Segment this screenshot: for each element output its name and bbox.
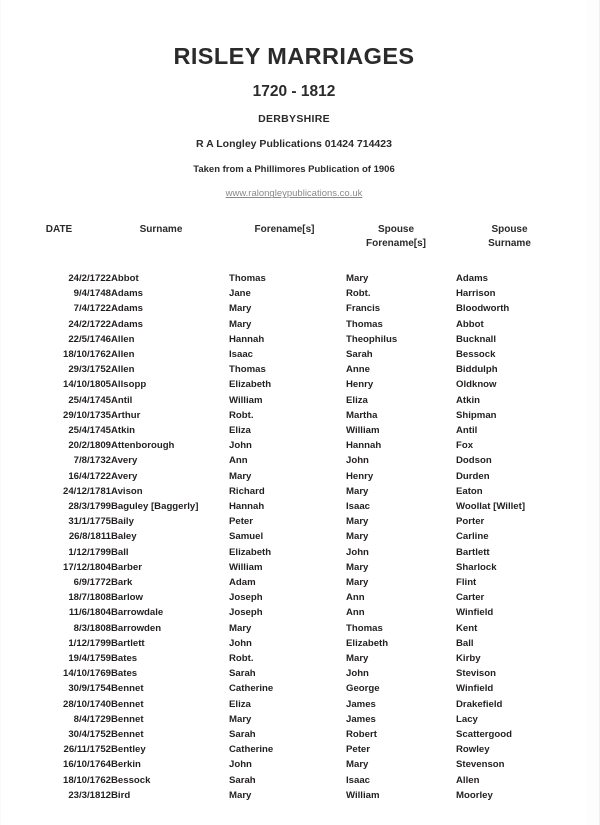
column-header-spouse-forename-line2: Forename[s] [365, 237, 426, 249]
table-row [1, 499, 587, 514]
record-forename: Joseph [229, 607, 263, 619]
record-date: 31/1/1775 [68, 516, 111, 528]
column-header-spouse-surname-line2: Surname [488, 237, 531, 249]
record-date: 20/2/1809 [68, 440, 111, 452]
record-spouse-surname: Rowley [456, 744, 490, 756]
table-row [1, 773, 587, 788]
record-spouse-forename: John [346, 455, 369, 467]
table-header [1, 223, 587, 255]
record-surname: Attenborough [111, 440, 175, 452]
record-forename: Joseph [229, 592, 263, 604]
record-date: 25/4/1745 [68, 425, 111, 437]
record-spouse-surname: Porter [456, 516, 485, 528]
record-surname: Allen [111, 364, 135, 376]
record-forename: Mary [229, 713, 252, 725]
record-spouse-forename: Isaac [346, 501, 371, 513]
record-spouse-surname: Dodson [456, 455, 492, 467]
table-row [1, 757, 587, 772]
marriages-table [1, 223, 587, 803]
record-surname: Barrowden [111, 622, 162, 634]
record-forename: William [229, 394, 263, 406]
record-spouse-forename: Francis [346, 303, 381, 315]
record-forename: Sarah [229, 774, 256, 786]
record-surname: Avery [111, 455, 138, 467]
record-forename: Elizabeth [229, 379, 272, 391]
record-spouse-forename: James [346, 698, 376, 710]
record-surname: Atkin [111, 425, 135, 437]
record-surname: Bentley [111, 744, 146, 756]
record-date: 26/11/1752 [63, 744, 111, 756]
record-spouse-forename: Robert [346, 729, 377, 741]
record-surname: Allen [111, 333, 135, 345]
record-spouse-surname: Bartlett [456, 546, 490, 558]
record-date: 16/10/1764 [62, 759, 111, 771]
column-header-spouse-forename-line1: Spouse [377, 224, 415, 236]
table-row [1, 712, 587, 727]
record-forename: Ann [229, 455, 248, 467]
table-row [1, 727, 587, 742]
record-forename: John [229, 759, 252, 771]
record-surname: Bennet [111, 729, 144, 741]
record-forename: Mary [229, 789, 252, 801]
header-body-spacer [1, 256, 587, 271]
record-date: 29/10/1735 [62, 409, 111, 421]
record-surname: Berkin [111, 759, 141, 771]
record-spouse-forename: John [346, 668, 369, 680]
record-spouse-forename: Elizabeth [346, 637, 389, 649]
record-date: 26/8/1811 [68, 531, 111, 543]
record-spouse-forename: Anne [346, 364, 370, 376]
table-row [1, 590, 587, 605]
column-header-spouse-surname-line1: Spouse [491, 224, 528, 236]
record-spouse-forename: Henry [346, 379, 374, 391]
record-date: 30/9/1754 [68, 683, 111, 695]
table-row [1, 788, 587, 803]
record-spouse-surname: Bucknall [456, 333, 496, 345]
record-spouse-surname: Kent [456, 622, 478, 634]
record-forename: Catherine [229, 683, 274, 695]
record-spouse-forename: Sarah [346, 349, 373, 360]
record-spouse-surname: Sharlock [456, 561, 497, 573]
table-row [1, 393, 587, 408]
record-spouse-surname: Lacy [456, 713, 478, 725]
column-header-spouse-surname [456, 223, 587, 255]
record-date: 19/4/1759 [68, 653, 111, 665]
record-surname: Barlow [111, 592, 143, 604]
record-date: 9/4/1748 [73, 288, 111, 300]
record-date: 14/10/1769 [62, 668, 111, 680]
record-spouse-forename: Mary [346, 272, 369, 284]
record-surname: Bates [111, 668, 138, 680]
table-row [1, 423, 587, 438]
record-date: 28/3/1799 [68, 501, 111, 513]
record-spouse-surname: Carline [456, 531, 489, 543]
publisher-website-link[interactable]: www.ralongleypublications.co.uk [225, 188, 363, 200]
record-date: 1/12/1799 [68, 637, 111, 649]
table-row [1, 317, 587, 332]
record-date: 16/4/1722 [68, 470, 111, 482]
record-spouse-surname: Stevison [456, 668, 496, 680]
record-surname: Arthur [111, 409, 141, 421]
record-forename: William [229, 561, 263, 573]
record-surname: Avery [111, 470, 138, 482]
record-date: 18/7/1808 [68, 592, 111, 604]
table-row [1, 301, 587, 316]
record-date: 24/2/1722 [68, 318, 111, 330]
record-spouse-surname: Flint [456, 577, 477, 589]
record-surname: Abbot [111, 272, 139, 284]
record-spouse-surname: Abbot [456, 318, 484, 330]
table-row [1, 484, 587, 499]
record-forename: Thomas [229, 364, 266, 376]
record-spouse-forename: Theophilus [346, 333, 398, 345]
record-surname: Allsopp [111, 379, 147, 391]
record-surname: Bates [111, 653, 138, 665]
record-spouse-surname: Adams [456, 272, 488, 284]
record-forename: Peter [229, 516, 253, 528]
record-date: 25/4/1745 [68, 394, 111, 406]
record-forename: Catherine [229, 744, 274, 756]
table-row [1, 377, 587, 392]
record-forename: John [229, 637, 252, 649]
record-surname: Adams [111, 318, 143, 330]
record-spouse-forename: Mary [346, 653, 369, 665]
record-forename: Isaac [229, 349, 254, 360]
record-surname: Adams [111, 288, 143, 300]
record-forename: Sarah [229, 729, 256, 741]
record-date: 6/9/1772 [73, 577, 111, 589]
record-date: 22/5/1746 [68, 333, 111, 345]
record-surname: Ball [111, 546, 129, 558]
record-date: 29/3/1752 [68, 364, 111, 376]
record-spouse-forename: Martha [346, 409, 378, 421]
table-row [1, 408, 587, 423]
record-date: 17/12/1804 [62, 561, 111, 573]
table-row [1, 651, 587, 666]
record-forename: Mary [229, 303, 252, 315]
record-date: 7/8/1732 [73, 455, 111, 467]
record-date: 18/10/1762 [62, 774, 111, 786]
record-surname: Barrowdale [111, 607, 164, 619]
record-spouse-surname: Winfield [456, 683, 494, 695]
record-spouse-forename: Mary [346, 577, 369, 589]
record-forename: Eliza [229, 425, 251, 437]
record-forename: Thomas [229, 272, 266, 284]
record-spouse-forename: Thomas [346, 318, 383, 330]
table-row [1, 621, 587, 636]
record-spouse-forename: William [346, 425, 380, 437]
record-spouse-surname: Bloodworth [456, 303, 510, 315]
record-spouse-forename: Mary [346, 759, 369, 771]
document-masthead [1, 0, 587, 201]
table-row [1, 681, 587, 696]
record-spouse-forename: Mary [346, 516, 369, 528]
record-spouse-forename: Eliza [346, 394, 368, 406]
column-header-date: DATE [45, 224, 73, 236]
record-date: 24/12/1781 [62, 485, 111, 497]
record-surname: Bennet [111, 698, 144, 710]
table-row [1, 332, 587, 347]
record-surname: Barber [111, 561, 142, 573]
record-spouse-forename: James [346, 713, 376, 725]
record-spouse-surname: Fox [456, 440, 474, 452]
table-row [1, 560, 587, 575]
record-date: 18/10/1762 [62, 349, 111, 360]
record-spouse-surname: Drakefield [456, 698, 503, 710]
record-forename: Sarah [229, 668, 256, 680]
record-surname: Bennet [111, 713, 144, 725]
record-spouse-surname: Woollat [Willet] [456, 501, 526, 513]
table-row [1, 742, 587, 757]
record-date: 11/6/1804 [68, 607, 111, 619]
record-spouse-forename: Ann [346, 607, 365, 619]
record-forename: Eliza [229, 698, 251, 710]
record-spouse-surname: Atkin [456, 394, 480, 406]
record-surname: Bartlett [111, 637, 145, 649]
record-surname: Baley [111, 531, 137, 543]
record-spouse-surname: Allen [456, 774, 480, 786]
record-forename: Hannah [229, 333, 265, 345]
record-date: 1/12/1799 [68, 546, 111, 558]
table-body [1, 256, 587, 803]
record-spouse-forename: Henry [346, 470, 374, 482]
record-surname: Bark [111, 577, 133, 589]
table-row [1, 438, 587, 453]
record-spouse-surname: Carter [456, 592, 485, 604]
record-surname: Bird [111, 789, 131, 801]
record-spouse-forename: Mary [346, 561, 369, 573]
table-row [1, 514, 587, 529]
table-row [1, 271, 587, 286]
record-spouse-forename: Mary [346, 531, 369, 543]
record-spouse-surname: Durden [456, 470, 490, 482]
record-spouse-forename: William [346, 789, 380, 801]
record-spouse-forename: Mary [346, 485, 369, 497]
record-spouse-surname: Kirby [456, 653, 481, 665]
record-spouse-surname: Oldknow [456, 379, 497, 391]
record-spouse-surname: Harrison [456, 288, 496, 300]
record-forename: Jane [229, 288, 251, 300]
table-row [1, 347, 587, 362]
document-source-note: Taken from a Phillimores Publication of 1906 [193, 163, 395, 175]
record-spouse-surname: Stevenson [456, 759, 505, 771]
table-row [1, 666, 587, 681]
record-spouse-surname: Shipman [456, 409, 497, 421]
record-spouse-forename: Ann [346, 592, 365, 604]
table-row [1, 529, 587, 544]
record-forename: Hannah [229, 501, 265, 513]
record-surname: Bessock [111, 774, 151, 786]
column-header-surname: Surname [139, 224, 183, 236]
table-row [1, 362, 587, 377]
table-row [1, 469, 587, 484]
record-spouse-forename: Thomas [346, 622, 383, 634]
record-forename: Elizabeth [229, 546, 272, 558]
column-header-spouse-forename [346, 223, 456, 255]
record-surname: Adams [111, 303, 143, 315]
table-row [1, 286, 587, 301]
record-spouse-forename: John [346, 546, 369, 558]
record-spouse-surname: Ball [456, 637, 474, 649]
table-row [1, 575, 587, 590]
record-spouse-surname: Winfield [456, 607, 494, 619]
record-spouse-forename: George [346, 683, 380, 695]
record-forename: Richard [229, 485, 265, 497]
record-date: 30/4/1752 [68, 729, 111, 741]
document-year-range: 1720 - 1812 [252, 82, 336, 100]
record-date: 8/4/1729 [73, 713, 111, 725]
page-content-area [1, 0, 587, 825]
table-row [1, 545, 587, 560]
record-date: 24/2/1722 [68, 272, 111, 284]
record-surname: Baily [111, 516, 134, 528]
record-spouse-surname: Eaton [456, 485, 483, 497]
record-forename: Samuel [229, 531, 264, 543]
record-forename: John [229, 440, 252, 452]
record-forename: Mary [229, 622, 252, 634]
record-date: 28/10/1740 [62, 698, 111, 710]
record-surname: Bennet [111, 683, 144, 695]
record-date: 8/3/1808 [73, 622, 111, 634]
record-surname: Antil [111, 394, 133, 406]
table-row [1, 453, 587, 468]
record-date: 7/4/1722 [73, 303, 111, 315]
record-spouse-surname: Scattergood [456, 729, 512, 741]
record-spouse-surname: Bessock [456, 349, 496, 360]
record-spouse-surname: Biddulph [456, 364, 498, 376]
record-forename: Adam [229, 577, 256, 589]
document-publisher: R A Longley Publications 01424 714423 [196, 138, 392, 151]
record-forename: Robt. [229, 409, 254, 421]
record-spouse-forename: Isaac [346, 774, 371, 786]
table-header-row [1, 223, 587, 255]
record-date: 14/10/1805 [62, 379, 111, 391]
table-row [1, 697, 587, 712]
record-surname: Allen [111, 349, 135, 360]
record-spouse-surname: Antil [456, 425, 478, 437]
record-forename: Mary [229, 318, 252, 330]
record-spouse-surname: Moorley [456, 789, 493, 801]
record-date: 23/3/1812 [68, 789, 111, 801]
table-row [1, 636, 587, 651]
document-title: RISLEY MARRIAGES [173, 43, 415, 69]
column-header-forename: Forename[s] [254, 224, 315, 236]
record-spouse-forename: Peter [346, 744, 370, 756]
record-spouse-forename: Hannah [346, 440, 382, 452]
document-county: DERBYSHIRE [258, 112, 330, 125]
record-forename: Mary [229, 470, 252, 482]
record-surname: Avison [111, 485, 143, 497]
record-spouse-forename: Robt. [346, 288, 371, 300]
record-surname: Baguley [Baggerly] [111, 501, 199, 513]
record-forename: Robt. [229, 653, 254, 665]
table-row [1, 605, 587, 620]
